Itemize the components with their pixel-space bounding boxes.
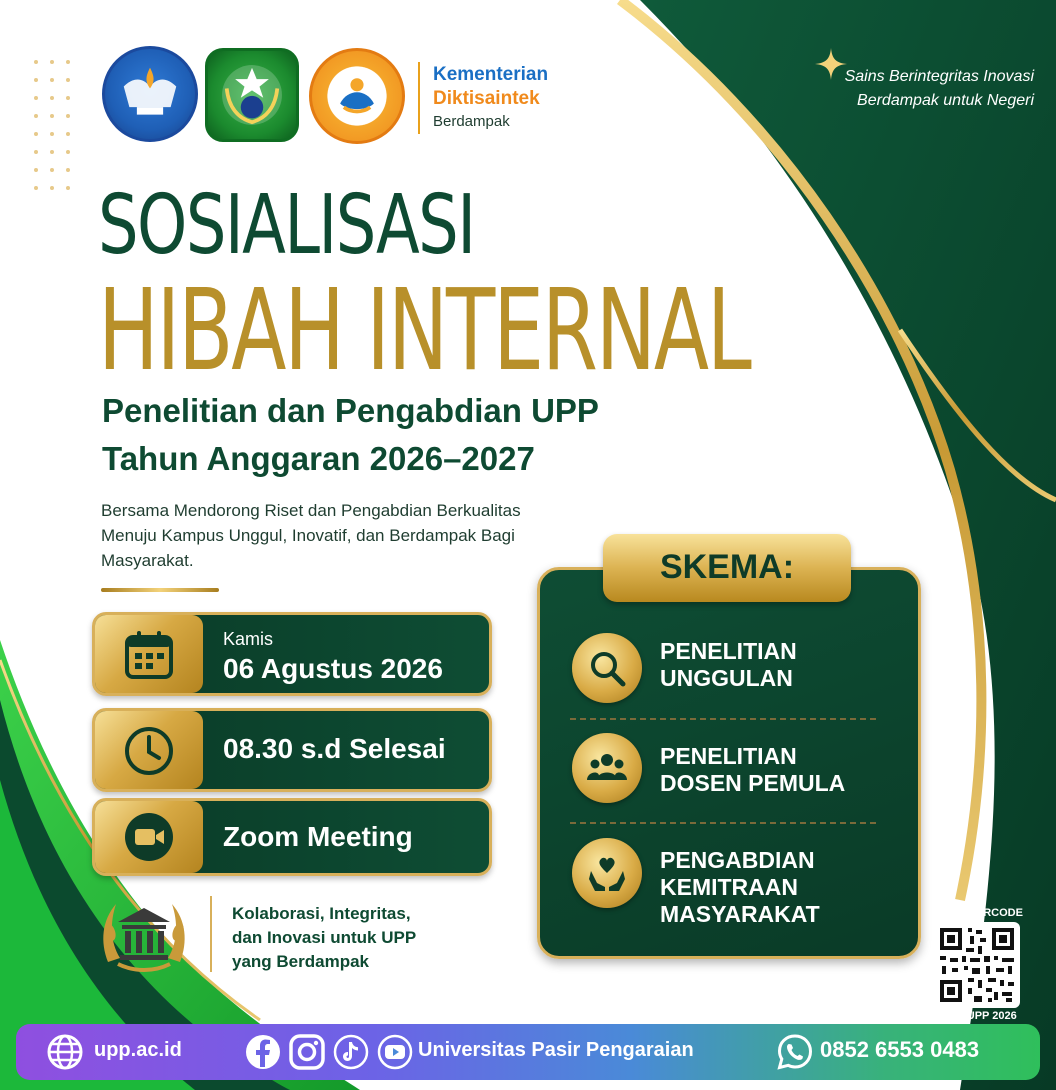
motto-line2: dan Inovasi untuk UPP <box>232 928 417 947</box>
header-divider <box>418 62 420 134</box>
event-location: Zoom Meeting <box>223 821 413 852</box>
motto-divider <box>210 896 212 972</box>
tagline-line2: Berdampak untuk Negeri <box>857 92 1034 109</box>
motto-line1: Kolaborasi, Integritas, <box>232 904 411 923</box>
qr-caption-bottom: PMB UPP 2026 <box>939 1010 1017 1022</box>
instagram-icon[interactable] <box>288 1033 326 1071</box>
group-icon <box>572 733 642 803</box>
phone-number[interactable]: 0852 6553 0483 <box>820 1037 980 1062</box>
title-sosialisasi: SOSIALISASI <box>98 178 475 273</box>
tagline-line1: Sains Berintegritas Inovasi <box>844 68 1034 85</box>
skema-item3-line3: MASYARAKAT <box>660 901 820 927</box>
gold-divider <box>101 588 219 592</box>
university-crest-logo <box>205 48 299 142</box>
motto-line3: yang Berdampak <box>232 952 369 971</box>
ministry-name-line3: Berdampak <box>433 113 510 130</box>
facebook-icon[interactable] <box>244 1033 282 1071</box>
university-social-name[interactable]: Universitas Pasir Pengaraian <box>418 1039 694 1061</box>
globe-icon <box>46 1033 84 1071</box>
title-hibah-internal: HIBAH INTERNAL <box>98 266 750 396</box>
skema-item2-line2: DOSEN PEMULA <box>660 770 846 796</box>
subtitle-program: Penelitian dan Pengabdian UPP <box>102 392 599 429</box>
skema-title: SKEMA: <box>659 548 795 586</box>
youtube-icon[interactable] <box>376 1033 414 1071</box>
whatsapp-icon[interactable] <box>776 1033 814 1071</box>
skema-item1-line2: UNGGULAN <box>660 665 793 691</box>
kemdikbud-logo <box>102 46 198 142</box>
calendar-icon <box>123 629 175 681</box>
description: Bersama Mendorong Riset dan Pengabdian Berkualitas Menuju Kampus Unggul, Inovatif, dan Berdampak Bagi Masyarakat. <box>101 501 521 570</box>
skema-item1-line1: PENELITIAN <box>660 638 797 664</box>
heart-hands-icon <box>572 838 642 908</box>
ministry-name-line2: Diktisaintek <box>433 88 540 109</box>
qr-code[interactable] <box>934 922 1020 1008</box>
skema-item3-line2: KEMITRAAN <box>660 874 798 900</box>
subtitle-fiscal-year: Tahun Anggaran 2026–2027 <box>102 440 535 477</box>
ministry-name-line1: Kementerian <box>433 64 549 85</box>
institution-emblem-icon <box>98 892 190 976</box>
date-pill <box>92 612 492 696</box>
qr-caption-top: SCAN BARCODE <box>933 907 1023 919</box>
skema-separator <box>570 718 876 720</box>
calendar-icon-box <box>95 615 203 693</box>
diktisaintek-berdampak-logo <box>309 48 405 144</box>
skema-separator <box>570 822 876 824</box>
clock-icon <box>123 725 175 777</box>
website-link[interactable]: upp.ac.id <box>94 1039 182 1061</box>
motto-text <box>232 902 452 974</box>
tiktok-icon[interactable] <box>332 1033 370 1071</box>
event-date: 06 Agustus 2026 <box>223 653 443 684</box>
location-pill <box>92 798 492 876</box>
skema-item3-line1: PENGABDIAN <box>660 847 815 873</box>
skema-item2-line1: PENELITIAN <box>660 743 797 769</box>
search-icon <box>572 633 642 703</box>
event-time: 08.30 s.d Selesai <box>223 733 446 764</box>
clock-icon-box <box>95 711 203 789</box>
video-camera-icon <box>123 811 175 863</box>
dot-pattern <box>30 56 92 196</box>
time-pill <box>92 708 492 792</box>
qr-code-icon <box>934 922 1020 1008</box>
event-day: Kamis <box>223 629 274 649</box>
video-icon-box <box>95 801 203 873</box>
sparkle-icon <box>815 48 847 80</box>
